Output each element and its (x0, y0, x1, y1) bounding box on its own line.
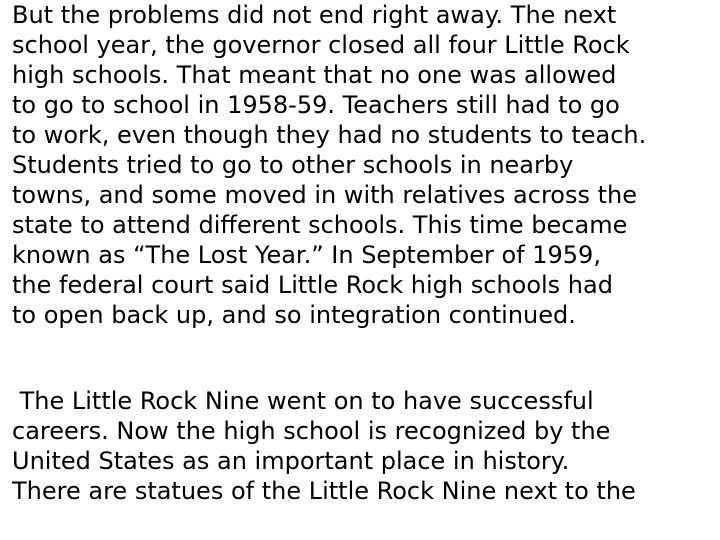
text-line: known as “The Lost Year.” In September of 1959, (12, 241, 601, 269)
text-line: towns, and some moved in with relatives across the (12, 181, 637, 209)
text-line: the federal court said Little Rock high schools had (12, 271, 613, 299)
text-line: to go to school in 1958-59. Teachers still had to go (12, 91, 620, 119)
text-line: United States as an important place in history. (12, 447, 570, 475)
text-line: There are statues of the Little Rock Nine next to the (12, 477, 636, 505)
text-line: state to attend different schools. This time became (12, 211, 628, 239)
text-line: to work, even though they had no students to teach. (12, 121, 647, 149)
text-line: careers. Now the high school is recognized by the (12, 417, 611, 445)
text-line: high schools. That meant that no one was allowed (12, 61, 617, 89)
text-line: to open back up, and so integration continued. (12, 301, 576, 329)
text-line: But the problems did not end right away. The next (12, 1, 617, 29)
text-line: The Little Rock Nine went on to have successful (12, 387, 594, 415)
text-line: school year, the governor closed all four Little Rock (12, 31, 630, 59)
text-line: Students tried to go to other schools in nearby (12, 151, 574, 179)
